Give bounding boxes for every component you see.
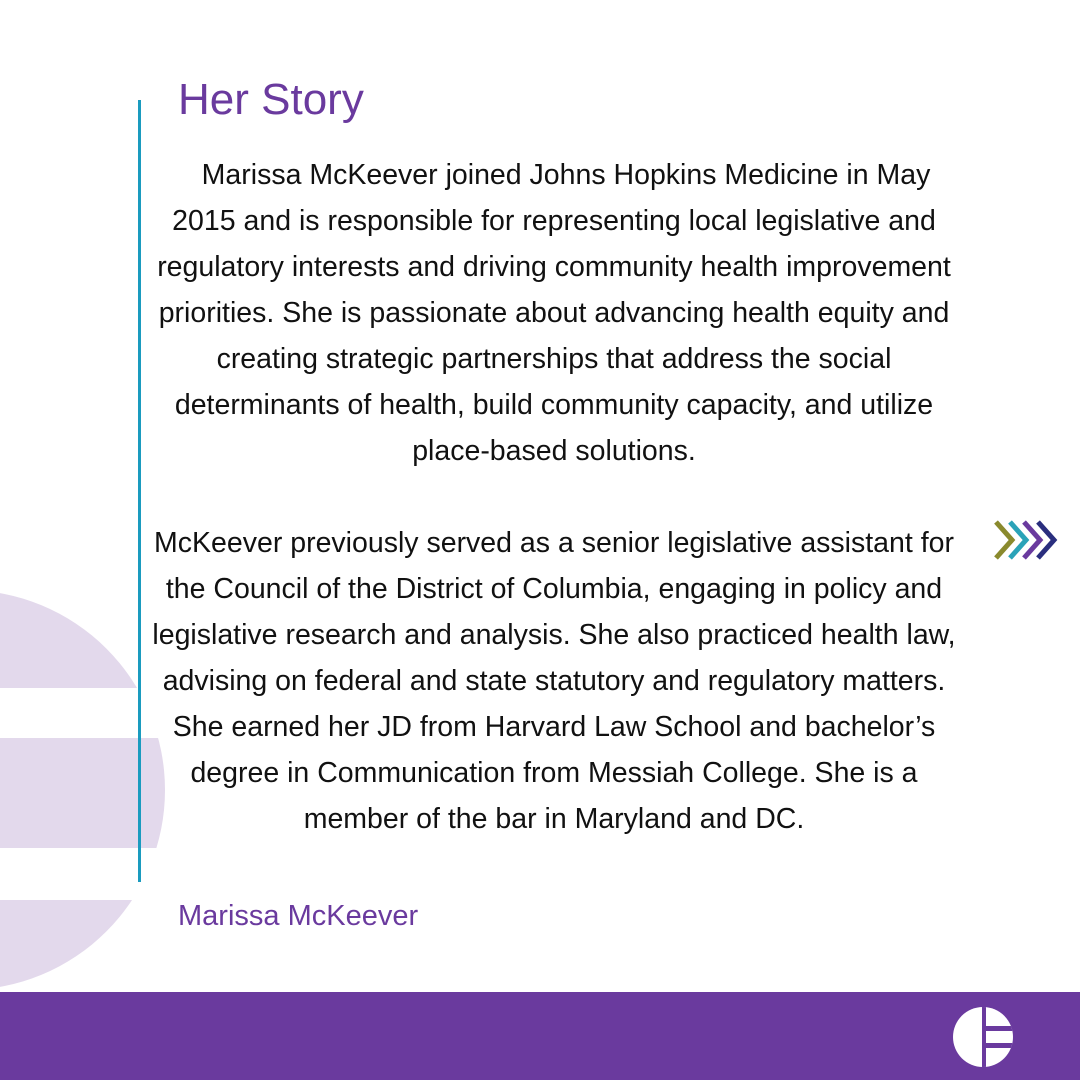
paragraph-spacer <box>148 474 960 520</box>
person-name: Marissa McKeever <box>178 900 419 932</box>
bio-text <box>148 152 960 842</box>
footer-bar <box>0 992 1080 1080</box>
bio-paragraph-2: McKeever previously served as a senior legislative assistant for the Council of the District of Columbia, engaging in policy and legislative research and analysis. She also practiced health law, advising on federal and state statutory and regulatory matters. She earned her JD from Harvard Law School and bachelor’s degree in Communication from Messiah College. She is a member of the bar in Maryland and DC. <box>152 527 956 835</box>
brand-logo-icon <box>952 1006 1014 1068</box>
accent-vertical-line <box>138 100 141 882</box>
page-title: Her Story <box>178 75 364 124</box>
triple-chevron-right-icon <box>992 516 1060 564</box>
bio-paragraph-1: Marissa McKeever joined Johns Hopkins Medicine in May 2015 and is responsible for representing local legislative and regulatory interests and driving community health improvement priorities. She is passionate about advancing health equity and creating strategic partnerships that address the social determinants of health, build community capacity, and utilize place-based solutions. <box>157 159 951 467</box>
